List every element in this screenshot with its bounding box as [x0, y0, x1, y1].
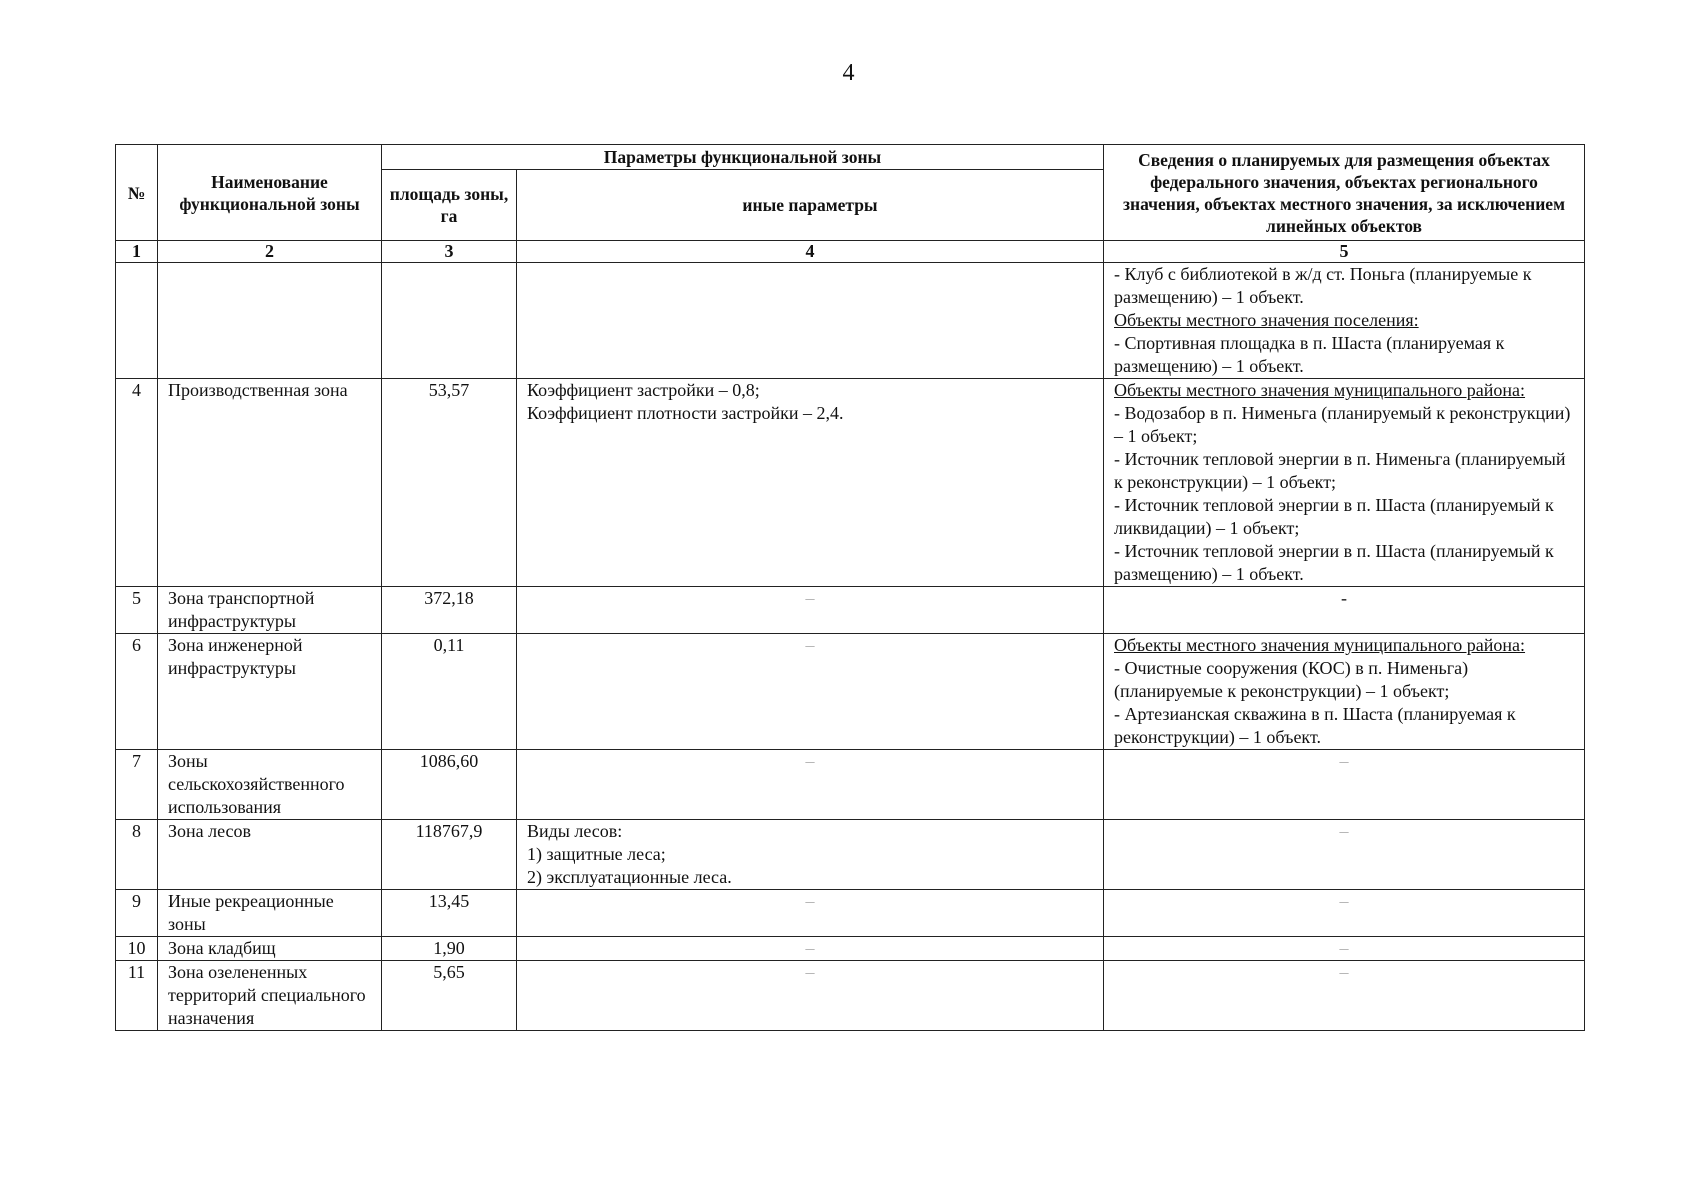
table-row: [116, 961, 1585, 1031]
header-col-other-params: иные параметры: [517, 170, 1104, 241]
zone-name: Зона инженерной инфраструктуры: [158, 634, 382, 750]
zone-other-params: [517, 750, 1104, 820]
empty-dash: –: [1339, 821, 1349, 841]
empty-dash: –: [805, 588, 815, 608]
planned-objects: [1104, 961, 1585, 1031]
planned-objects: [1104, 263, 1585, 379]
zone-area: 372,18: [382, 587, 517, 634]
objects-category-heading: Объекты местного значения муниципального района:: [1114, 380, 1526, 400]
column-number: 4: [517, 241, 1104, 263]
zone-name: Зона озелененных территорий специального назначения: [158, 961, 382, 1031]
zone-name: Зона кладбищ: [158, 937, 382, 961]
column-numbers-row: [116, 241, 1585, 263]
column-number: 1: [116, 241, 158, 263]
zone-name: Зоны сельскохозяйственного использования: [158, 750, 382, 820]
column-number: 3: [382, 241, 517, 263]
zone-other-params: [517, 937, 1104, 961]
zone-name: [158, 263, 382, 379]
zone-area: 13,45: [382, 890, 517, 937]
table-row: [116, 263, 1585, 379]
empty-dash: –: [1339, 891, 1349, 911]
objects-category-heading: Объекты местного значения муниципального района:: [1114, 635, 1526, 655]
zone-area: 53,57: [382, 379, 517, 587]
zone-other-params: [517, 587, 1104, 634]
table-body: [116, 263, 1585, 1031]
planned-object-item: - Водозабор в п. Нименьга (планируемый к реконструкции) – 1 объект;: [1114, 403, 1571, 446]
table-row: [116, 937, 1585, 961]
planned-object-item: - Спортивная площадка в п. Шаста (планируемая к размещению) – 1 объект.: [1114, 333, 1505, 376]
table-header: [116, 145, 1585, 263]
zone-other-params: [517, 820, 1104, 890]
header-col-name: Наименование функциональной зоны: [158, 145, 382, 241]
table-row: [116, 587, 1585, 634]
zone-area: 118767,9: [382, 820, 517, 890]
zone-name: Производственная зона: [158, 379, 382, 587]
planned-object-item: - Источник тепловой энергии в п. Шаста (планируемый к размещению) – 1 объект.: [1114, 541, 1554, 584]
zone-number: 9: [116, 890, 158, 937]
planned-object-item: - Источник тепловой энергии в п. Шаста (планируемый к ликвидации) – 1 объект;: [1114, 495, 1554, 538]
empty-dash: –: [805, 938, 815, 958]
objects-category-heading: Объекты местного значения поселения:: [1114, 310, 1419, 330]
zone-name: Иные рекреационные зоны: [158, 890, 382, 937]
empty-dash: -: [1341, 588, 1347, 608]
table-row: [116, 379, 1585, 587]
planned-objects: [1104, 634, 1585, 750]
planned-objects: [1104, 750, 1585, 820]
zone-other-params: [517, 890, 1104, 937]
other-param-line: Коэффициент плотности застройки – 2,4.: [527, 403, 844, 423]
planned-object-item: - Очистные сооружения (КОС) в п. Нименьга) (планируемые к реконструкции) – 1 объект;: [1114, 658, 1469, 701]
zone-number: 6: [116, 634, 158, 750]
table-row: [116, 820, 1585, 890]
other-param-line: Коэффициент застройки – 0,8;: [527, 380, 760, 400]
empty-dash: –: [805, 891, 815, 911]
header-col-number: №: [116, 145, 158, 241]
zone-number: 10: [116, 937, 158, 961]
zone-other-params: [517, 379, 1104, 587]
zone-number: 11: [116, 961, 158, 1031]
column-number: 5: [1104, 241, 1585, 263]
functional-zones-table: [115, 144, 1585, 1031]
planned-object-item: - Клуб с библиотекой в ж/д ст. Поньга (планируемые к размещению) – 1 объект.: [1114, 264, 1532, 307]
table-row: [116, 750, 1585, 820]
planned-objects: [1104, 890, 1585, 937]
zone-area: 5,65: [382, 961, 517, 1031]
zone-number: 8: [116, 820, 158, 890]
zone-name: Зона лесов: [158, 820, 382, 890]
planned-objects: [1104, 587, 1585, 634]
empty-dash: –: [805, 751, 815, 771]
header-params-group: Параметры функциональной зоны: [382, 145, 1104, 170]
empty-dash: –: [805, 635, 815, 655]
zone-area: 1086,60: [382, 750, 517, 820]
zone-other-params: [517, 263, 1104, 379]
empty-dash: –: [1339, 938, 1349, 958]
zone-number: 7: [116, 750, 158, 820]
column-number: 2: [158, 241, 382, 263]
zone-area: 0,11: [382, 634, 517, 750]
zone-area: [382, 263, 517, 379]
header-col-objects: Сведения о планируемых для размещения объектах федерального значения, объектах регионального значения, объектах местного значения, за исключением линейных объектов: [1104, 145, 1585, 241]
zone-name: Зона транспортной инфраструктуры: [158, 587, 382, 634]
other-param-line: Виды лесов:: [527, 821, 623, 841]
planned-objects: [1104, 379, 1585, 587]
planned-object-item: - Артезианская скважина в п. Шаста (планируемая к реконструкции) – 1 объект.: [1114, 704, 1516, 747]
other-param-line: 2) эксплуатационные леса.: [527, 867, 732, 887]
table-row: [116, 890, 1585, 937]
zone-other-params: [517, 961, 1104, 1031]
zone-number: 4: [116, 379, 158, 587]
zone-number: [116, 263, 158, 379]
planned-object-item: - Источник тепловой энергии в п. Нименьга (планируемый к реконструкции) – 1 объект;: [1114, 449, 1566, 492]
page-number: 4: [842, 60, 855, 86]
zone-number: 5: [116, 587, 158, 634]
planned-objects: [1104, 820, 1585, 890]
zone-other-params: [517, 634, 1104, 750]
table-row: [116, 634, 1585, 750]
header-col-area: площадь зоны, га: [382, 170, 517, 241]
zone-area: 1,90: [382, 937, 517, 961]
other-param-line: 1) защитные леса;: [527, 844, 666, 864]
empty-dash: –: [1339, 751, 1349, 771]
empty-dash: –: [805, 962, 815, 982]
empty-dash: –: [1339, 962, 1349, 982]
planned-objects: [1104, 937, 1585, 961]
